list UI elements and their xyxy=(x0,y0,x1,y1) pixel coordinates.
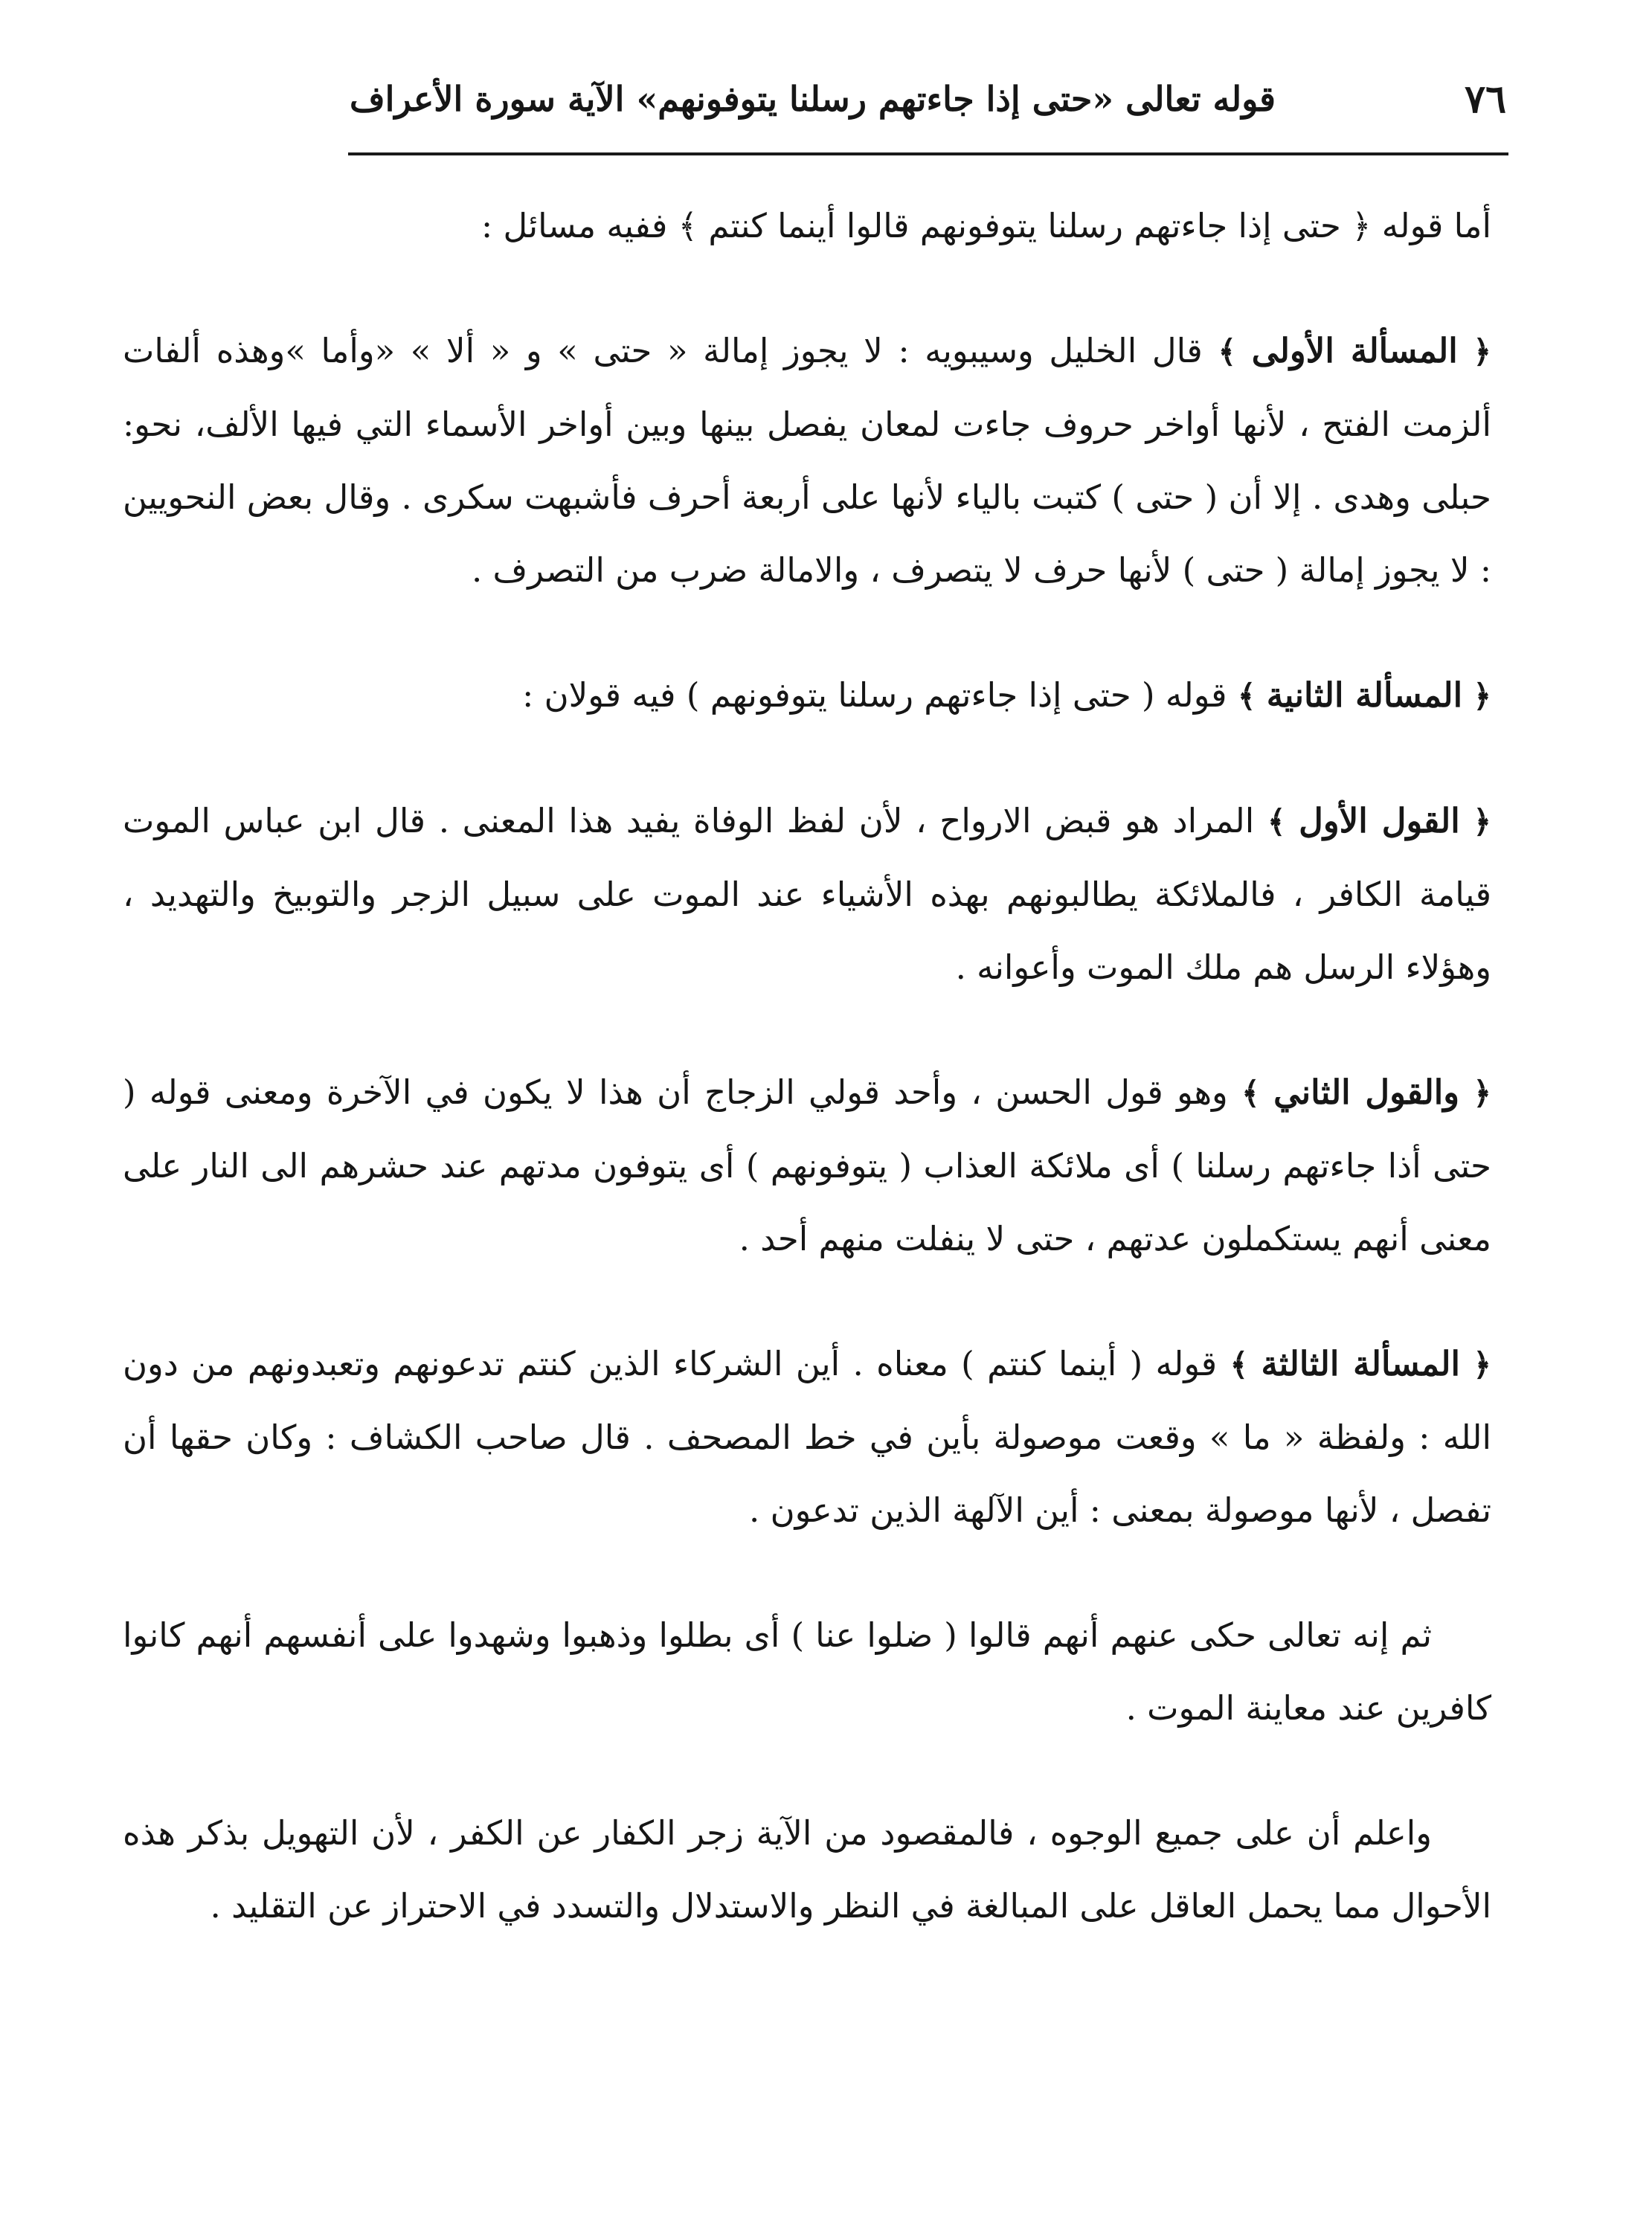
paragraph-second-opinion xyxy=(123,1056,1491,1276)
section-heading: المسألة الأولى xyxy=(1251,331,1458,370)
paragraph-text: قوله ( أينما كنتم ) معناه . أين الشركاء الذين كنتم تدعونهم وتعبدونهم من دون الله : ولفظة « ما » وقعت موصولة بأين في خط المصحف . قال صاحب الكشاف : وكان حقها أن تفصل ، لأنها موصولة بمعنى : أين الآلهة الذين تدعون . xyxy=(123,1344,1491,1530)
section-heading: والقول الثاني xyxy=(1273,1073,1460,1112)
ornate-bracket-open: ﴿ xyxy=(1473,1075,1491,1111)
paragraph-text: قوله ( حتى إذا جاءتهم رسلنا يتوفونهم ) فيه قولان : xyxy=(522,675,1227,715)
paragraph-testimony xyxy=(123,1599,1491,1745)
ornate-bracket-close: ﴾ xyxy=(1237,678,1256,714)
ornate-bracket-open: ﴿ xyxy=(1473,333,1492,370)
ornate-bracket-open: ﴿ xyxy=(1473,678,1491,714)
page-header xyxy=(350,65,1506,132)
body-text xyxy=(123,190,1491,1995)
ornate-bracket-close: ﴾ xyxy=(1230,1346,1249,1383)
ornate-bracket-close: ﴾ xyxy=(1267,803,1286,840)
ornate-bracket-close: ﴾ xyxy=(1241,1075,1260,1111)
paragraph-text: قال الخليل وسيبويه : لا يجوز إمالة « حتى » و « ألا » «وأما »وهذه ألفات ألزمت الفتح ، لأنها أواخر حروف جاءت لمعان يفصل بينها وبين أواخر الأسماء التي فيها الألف، نحو: حبلى وهدى . إلا أن ( حتى ) كتبت بالياء لأنها على أربعة أحرف فأشبهت سكرى . وقال بعض النحويين : لا يجوز إمالة ( حتى ) لأنها حرف لا يتصرف ، والامالة ضرب من التصرف . xyxy=(123,331,1491,590)
running-title: قوله تعالى «حتى إذا جاءتهم رسلنا يتوفونهم» الآية سورة الأعراف xyxy=(350,79,1276,119)
header-rule xyxy=(348,152,1508,155)
paragraph-text: أما قوله ﴿ حتى إذا جاءتهم رسلنا يتوفونهم قالوا أينما كنتم ﴾ ففيه مسائل : xyxy=(481,206,1491,245)
section-heading: المسألة الثانية xyxy=(1266,675,1463,715)
paragraph-second-issue xyxy=(123,659,1491,733)
paragraph-third-issue xyxy=(123,1328,1491,1547)
paragraph-intro xyxy=(123,190,1491,263)
ornate-bracket-open: ﴿ xyxy=(1473,1346,1491,1383)
page-number: ٧٦ xyxy=(1465,76,1506,122)
section-heading: المسألة الثالثة xyxy=(1261,1344,1461,1383)
paragraph-conclusion xyxy=(123,1797,1491,1943)
paragraph-text: المراد هو قبض الارواح ، لأن لفظ الوفاة يفيد هذا المعنى . قال ابن عباس الموت قيامة الكافر ، فالملائكة يطالبونهم بهذه الأشياء عند الموت على سبيل الزجر والتوبيخ والتهديد ، وهؤلاء الرسل هم ملك الموت وأعوانه . xyxy=(123,801,1491,987)
paragraph-text: ثم إنه تعالى حكى عنهم أنهم قالوا ( ضلوا عنا ) أى بطلوا وذهبوا وشهدوا على أنفسهم أنهم كانوا كافرين عند معاينة الموت . xyxy=(123,1615,1491,1728)
ornate-bracket-open: ﴿ xyxy=(1473,803,1491,840)
section-heading: القول الأول xyxy=(1299,801,1460,840)
ornate-bracket-close: ﴾ xyxy=(1218,333,1237,370)
paragraph-first-issue xyxy=(123,315,1491,607)
paragraph-text: وهو قول الحسن ، وأحد قولي الزجاج أن هذا لا يكون في الآخرة ومعنى قوله ( حتى أذا جاءتهم رسلنا ) أى ملائكة العذاب ( يتوفونهم ) أى يتوفون مدتهم عند حشرهم الى النار على معنى أنهم يستكملون عدتهم ، حتى لا ينفلت منهم أحد . xyxy=(123,1073,1491,1258)
paragraph-text: واعلم أن على جميع الوجوه ، فالمقصود من الآية زجر الكفار عن الكفر ، لأن التهويل بذكر هذه الأحوال مما يحمل العاقل على المبالغة في النظر والاستدلال والتسدد في الاحتراز عن التقليد . xyxy=(123,1813,1491,1926)
paragraph-first-opinion xyxy=(123,785,1491,1004)
